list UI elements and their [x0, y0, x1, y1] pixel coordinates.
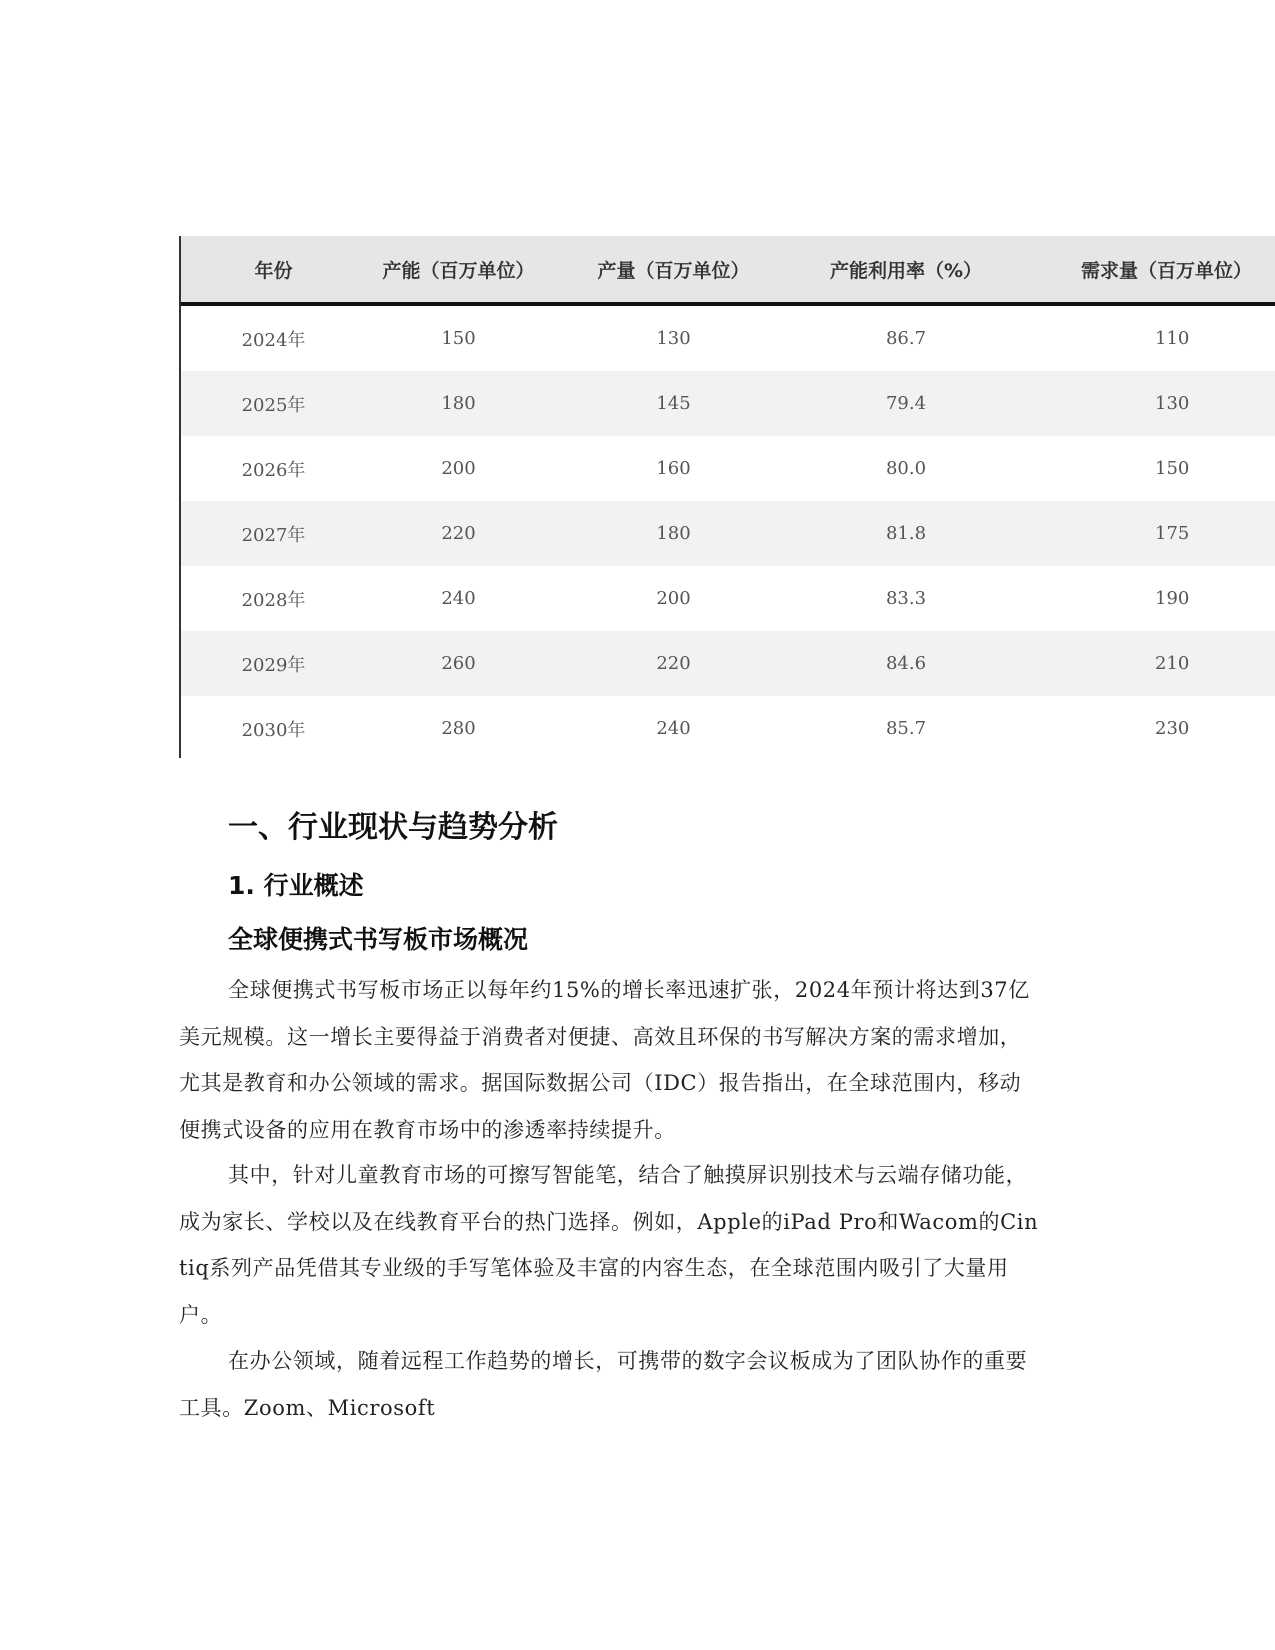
cell-year: 2028年 — [241, 589, 306, 611]
table-header-row — [181, 236, 1275, 304]
cell-utilization: 86.7 — [885, 328, 927, 349]
cell-year: 2026年 — [241, 459, 306, 481]
cell-output: 160 — [656, 458, 691, 479]
paragraph-education-market: 其中，针对儿童教育市场的可擦写智能笔，结合了触摸屏识别技术与云端存储功能，成为家长、学校以及在线教育平台的热门选择。例如，Apple的iPad Pro和Wacom的Cintiq系列产品凭借其专业级的手写笔体验及丰富的内容生态，在全球范围内吸引了大量用户。 — [179, 1163, 1039, 1327]
cell-year: 2030年 — [241, 719, 306, 741]
cell-year: 2029年 — [181, 631, 366, 696]
capacity-table-container — [179, 236, 1275, 758]
table-row — [181, 304, 1275, 371]
cell-year: 2024年 — [241, 329, 306, 351]
paragraph-office-market: 在办公领域，随着远程工作趋势的增长，可携带的数字会议板成为了团队协作的重要工具。Zoom、Microsoft — [179, 1349, 1028, 1420]
cell-year: 2027年 — [181, 501, 366, 566]
cell-capacity: 180 — [366, 371, 551, 436]
cell-output: 220 — [551, 631, 796, 696]
table-row — [181, 696, 1275, 758]
paragraph-market-overview: 全球便携式书写板市场正以每年约15%的增长率迅速扩张，2024年预计将达到37亿美元规模。这一增长主要得益于消费者对便捷、高效且环保的书写解决方案的需求增加，尤其是教育和办公领域的需求。据国际数据公司（IDC）报告指出，在全球范围内，移动便携式设备的应用在教育市场中的渗透率持续提升。 — [179, 978, 1030, 1142]
table-row — [181, 631, 1275, 696]
cell-output: 240 — [656, 718, 691, 739]
cell-utilization: 80.0 — [885, 458, 927, 479]
cell-demand: 150 — [1155, 458, 1190, 479]
cell-output: 130 — [656, 328, 691, 349]
cell-capacity: 260 — [366, 631, 551, 696]
header-year: 年份 — [181, 236, 366, 304]
cell-demand: 110 — [1155, 328, 1190, 349]
cell-capacity: 240 — [441, 588, 476, 609]
subsection-heading: 1. 行业概述 — [228, 871, 364, 900]
table-row — [181, 501, 1275, 566]
cell-demand: 175 — [1016, 501, 1275, 566]
cell-demand: 210 — [1016, 631, 1275, 696]
cell-utilization: 83.3 — [885, 588, 927, 609]
table-row — [181, 436, 1275, 501]
capacity-table — [181, 236, 1275, 758]
section-heading: 一、行业现状与趋势分析 — [228, 810, 558, 845]
header-demand: 需求量（百万单位） — [1016, 236, 1275, 304]
cell-capacity: 200 — [441, 458, 476, 479]
cell-demand: 230 — [1155, 718, 1190, 739]
header-utilization: 产能利用率（%） — [796, 236, 1016, 304]
cell-utilization: 84.6 — [796, 631, 1016, 696]
cell-output: 145 — [551, 371, 796, 436]
cell-output: 200 — [656, 588, 691, 609]
table-row — [181, 566, 1275, 631]
cell-utilization: 81.8 — [796, 501, 1016, 566]
cell-demand: 190 — [1155, 588, 1190, 609]
header-capacity: 产能（百万单位） — [366, 236, 551, 304]
cell-year: 2025年 — [181, 371, 366, 436]
cell-capacity: 220 — [366, 501, 551, 566]
cell-utilization: 79.4 — [796, 371, 1016, 436]
cell-capacity: 280 — [441, 718, 476, 739]
cell-demand: 130 — [1016, 371, 1275, 436]
cell-capacity: 150 — [441, 328, 476, 349]
topic-heading: 全球便携式书写板市场概况 — [228, 925, 529, 954]
header-output: 产量（百万单位） — [551, 236, 796, 304]
cell-utilization: 85.7 — [885, 718, 927, 739]
table-row — [181, 371, 1275, 436]
cell-output: 180 — [551, 501, 796, 566]
